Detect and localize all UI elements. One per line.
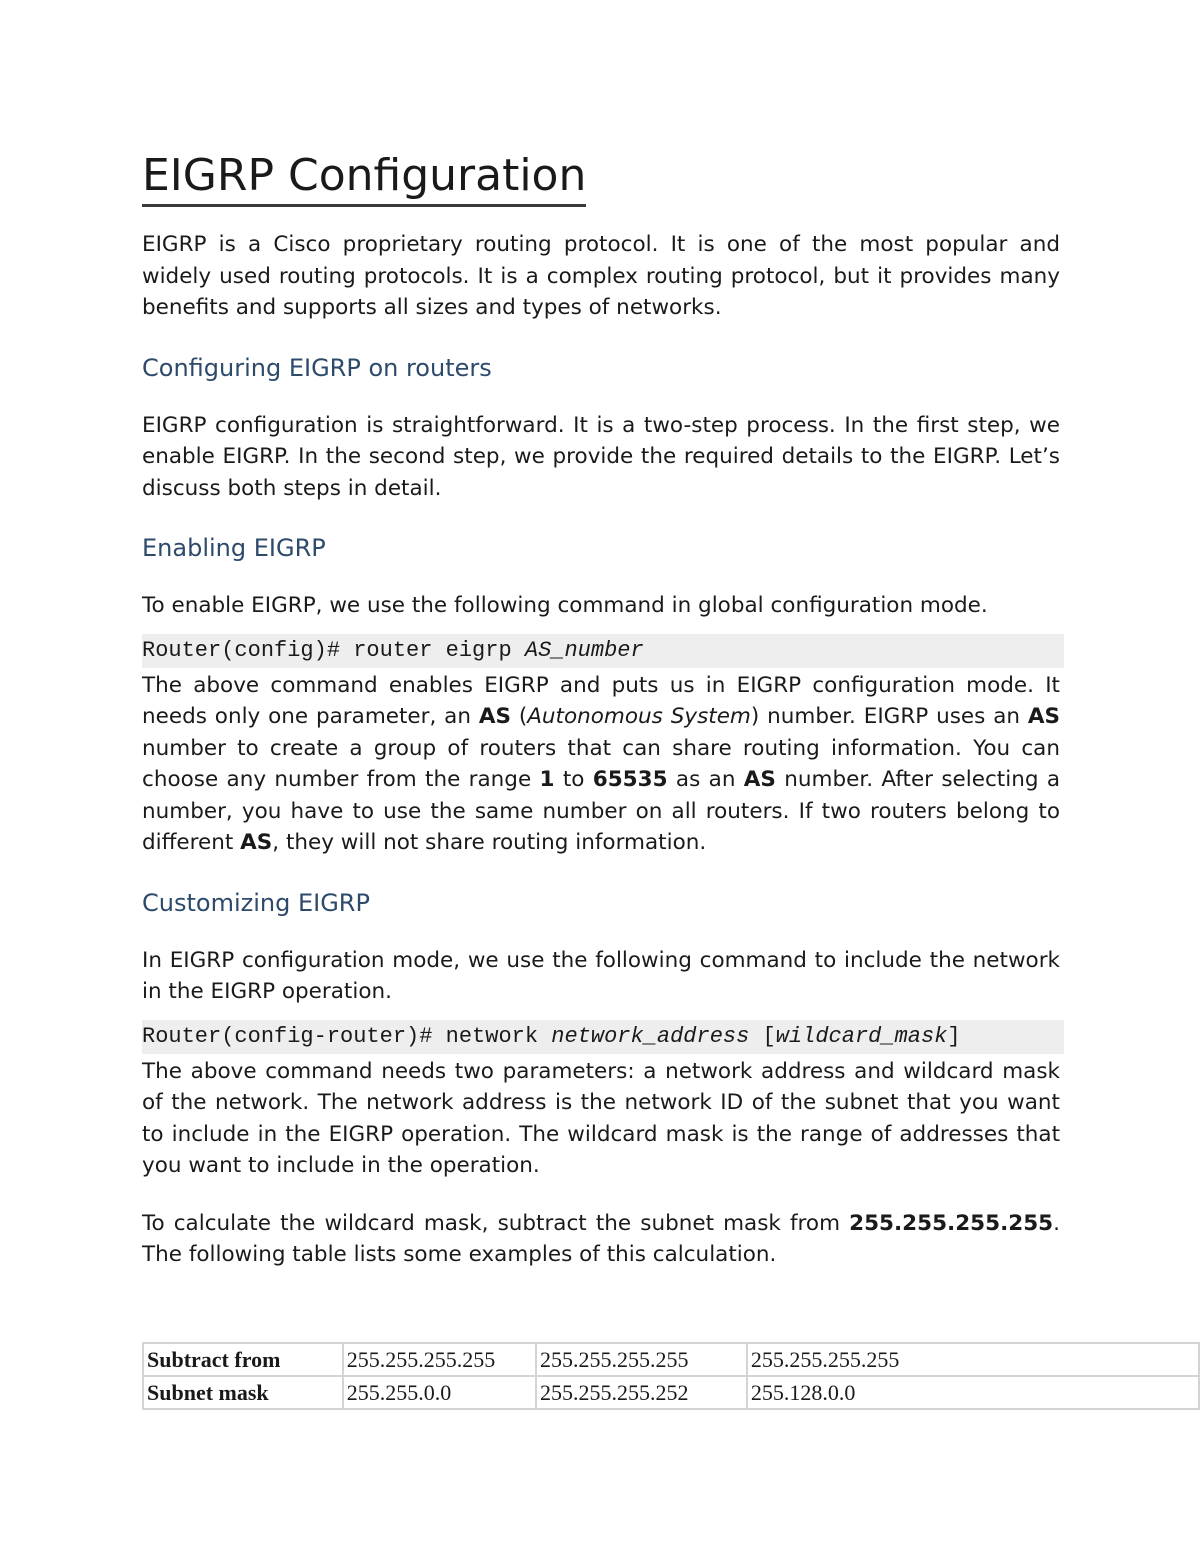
as-paragraph <box>142 670 1060 859</box>
code-param: AS_number <box>524 637 644 663</box>
italic-run: Autonomous System <box>527 704 751 729</box>
bold-run: AS <box>1027 704 1060 729</box>
text-run: number. After selecting a number, you have to use the same number on all routers. If two routers belong to different <box>142 767 1060 855</box>
table-cell: 255.255.255.252 <box>536 1376 747 1409</box>
text-run: , they will not share routing information. <box>272 830 707 855</box>
params-paragraph: The above command needs two parameters: a network address and wildcard mask of the network. The network address is the network ID of the subnet that you want to include in the EIGRP operation. The wildcard mask is the range of addresses that you want to include in the operation. <box>142 1058 1060 1178</box>
heading-enabling: Enabling EIGRP <box>142 534 326 562</box>
bold-run: 65535 <box>592 767 668 792</box>
document-content <box>142 148 1060 1271</box>
customizing-paragraph: In EIGRP configuration mode, we use the following command to include the network in the EIGRP operation. <box>142 947 1060 1004</box>
text-run: The above command enables EIGRP and puts us in EIGRP configuration mode. It needs only one parameter, an <box>142 672 1060 729</box>
enabling-paragraph: To enable EIGRP, we use the following command in global configuration mode. <box>142 593 988 618</box>
code-text: [ <box>749 1023 776 1049</box>
page-title: EIGRP Configuration <box>142 148 586 207</box>
code-param: network_address <box>551 1023 750 1049</box>
text-run: number to create a group of routers that can share routing information. You can choose any number from the range <box>142 735 1060 792</box>
text-run: as an <box>667 767 744 792</box>
code-text: Router(config)# router eigrp <box>142 637 525 663</box>
bold-run: 1 <box>539 767 555 792</box>
intro-paragraph: EIGRP is a Cisco proprietary routing protocol. It is one of the most popular and widely used routing protocols. It is a complex routing protocol, but it provides many benefits and supports all sizes and types of networks. <box>142 232 1060 320</box>
calc-paragraph <box>142 1208 1060 1271</box>
table-cell: 255.255.255.255 <box>747 1343 1199 1376</box>
configuring-paragraph: EIGRP configuration is straightforward. It is a two-step process. In the first step, we enable EIGRP. In the second step, we provide the required details to the EIGRP. Let’s discuss both steps in detail. <box>142 412 1060 501</box>
wildcard-table <box>142 1342 1200 1410</box>
text-run: to <box>554 767 593 792</box>
text-run: ) number. EIGRP uses an <box>750 704 1028 729</box>
bold-run: AS <box>743 767 776 792</box>
table-cell: 255.255.255.255 <box>536 1343 747 1376</box>
table-cell: 255.128.0.0 <box>747 1376 1199 1409</box>
code-block-router-eigrp <box>142 634 1064 668</box>
bold-run: 255.255.255.255 <box>849 1210 1054 1236</box>
code-param: wildcard_mask <box>775 1023 948 1049</box>
table-cell: 255.255.0.0 <box>343 1376 536 1409</box>
table-row <box>143 1376 1199 1409</box>
heading-configuring: Configuring EIGRP on routers <box>142 353 492 382</box>
row-label: Subtract from <box>143 1343 343 1376</box>
code-text: Router(config-router)# network <box>142 1023 552 1049</box>
bold-run: AS <box>240 830 273 855</box>
code-text: ] <box>947 1023 961 1049</box>
text-run: . The following table lists some examples of this calculation. <box>142 1210 1060 1267</box>
table-row <box>143 1343 1199 1376</box>
text-run: To calculate the wildcard mask, subtract the subnet mask from <box>142 1210 850 1236</box>
code-block-network <box>142 1020 1064 1054</box>
table-cell: 255.255.255.255 <box>343 1343 536 1376</box>
bold-run: AS <box>478 704 511 729</box>
row-label: Subnet mask <box>143 1376 343 1409</box>
wildcard-table-wrapper <box>142 1342 1200 1410</box>
text-run: ( <box>510 704 528 729</box>
heading-customizing: Customizing EIGRP <box>142 888 370 917</box>
